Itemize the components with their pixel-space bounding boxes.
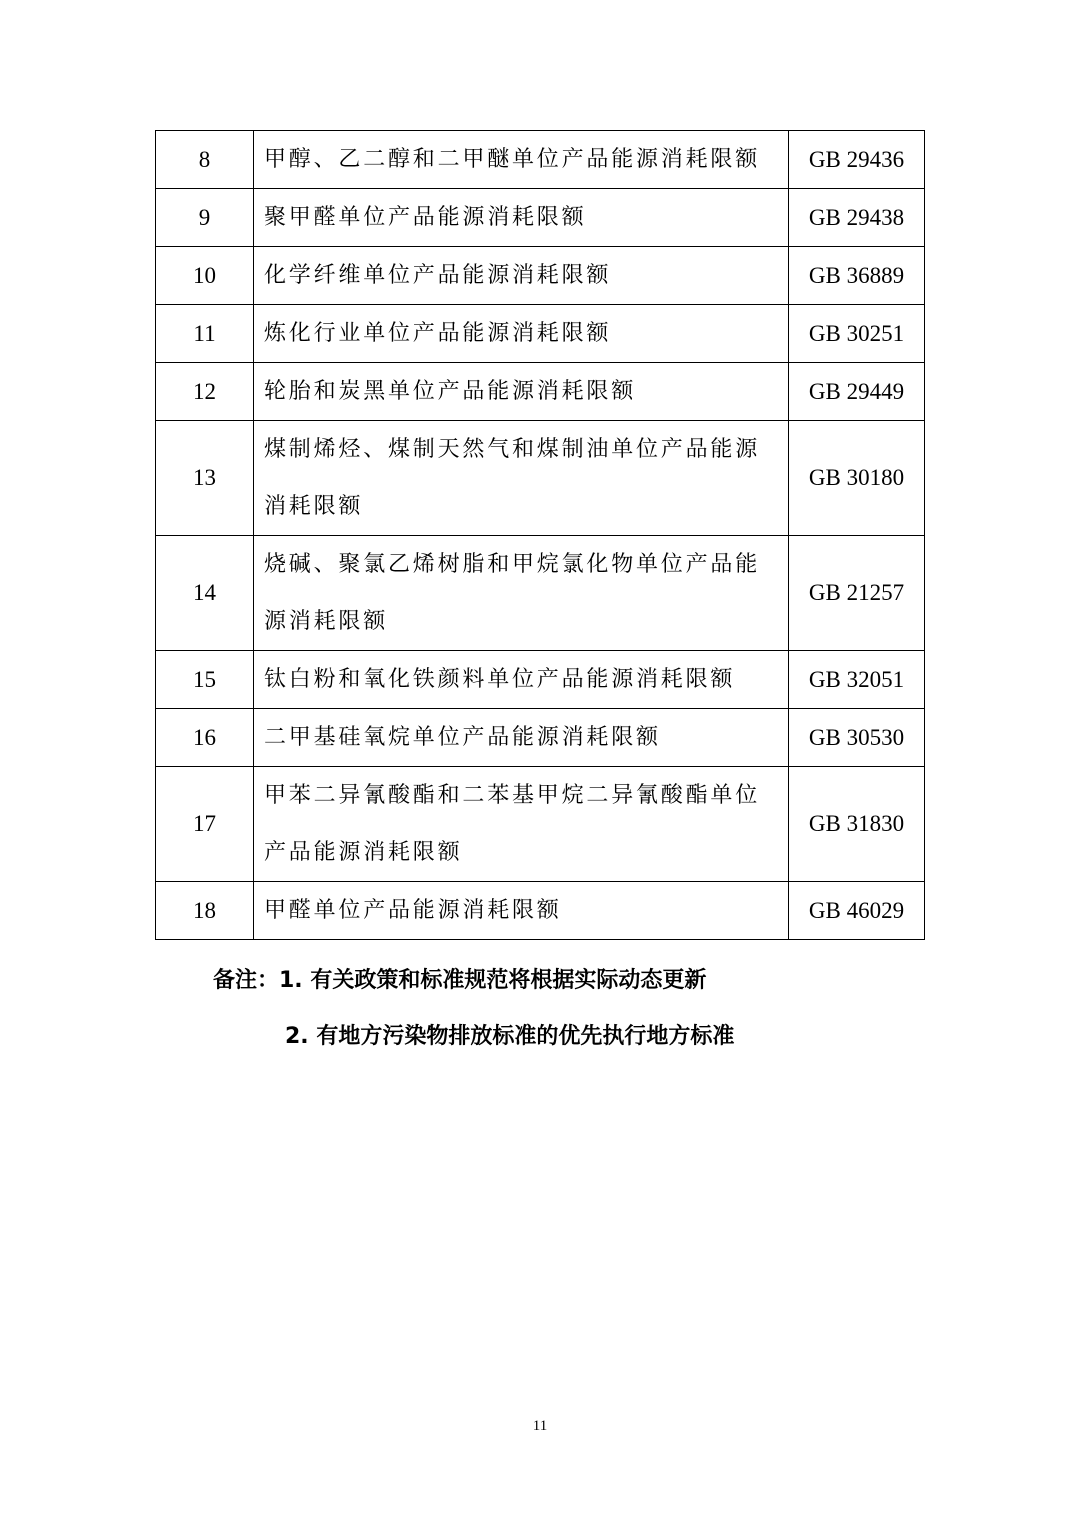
standard-name: 轮胎和炭黑单位产品能源消耗限额 — [254, 363, 789, 421]
row-number: 11 — [156, 305, 254, 363]
remark-line-2: 2. 有地方污染物排放标准的优先执行地方标准 — [285, 1024, 735, 1049]
standard-name: 烧碱、聚氯乙烯树脂和甲烷氯化物单位产品能源消耗限额 — [254, 536, 789, 651]
row-number: 16 — [156, 709, 254, 767]
standard-code: GB 29449 — [789, 363, 925, 421]
standard-code: GB 21257 — [789, 536, 925, 651]
standard-code: GB 29438 — [789, 189, 925, 247]
standard-name: 聚甲醛单位产品能源消耗限额 — [254, 189, 789, 247]
row-number: 8 — [156, 131, 254, 189]
table-row — [156, 709, 925, 767]
standard-name: 化学纤维单位产品能源消耗限额 — [254, 247, 789, 305]
row-number: 9 — [156, 189, 254, 247]
standard-name: 钛白粉和氧化铁颜料单位产品能源消耗限额 — [254, 651, 789, 709]
standard-code: GB 30530 — [789, 709, 925, 767]
standard-code: GB 29436 — [789, 131, 925, 189]
row-number: 15 — [156, 651, 254, 709]
standard-code: GB 32051 — [789, 651, 925, 709]
standard-name: 甲醇、乙二醇和二甲醚单位产品能源消耗限额 — [254, 131, 789, 189]
row-number: 18 — [156, 882, 254, 940]
page-number: 11 — [532, 1418, 548, 1434]
standard-name: 二甲基硅氧烷单位产品能源消耗限额 — [254, 709, 789, 767]
standard-name: 炼化行业单位产品能源消耗限额 — [254, 305, 789, 363]
table-row — [156, 882, 925, 940]
table-row — [156, 421, 925, 536]
table-row — [156, 363, 925, 421]
table-row — [156, 767, 925, 882]
row-number: 17 — [156, 767, 254, 882]
table-row — [156, 536, 925, 651]
standard-name: 甲苯二异氰酸酯和二苯基甲烷二异氰酸酯单位产品能源消耗限额 — [254, 767, 789, 882]
row-number: 13 — [156, 421, 254, 536]
standard-name: 煤制烯烃、煤制天然气和煤制油单位产品能源消耗限额 — [254, 421, 789, 536]
table-row — [156, 247, 925, 305]
table-row — [156, 651, 925, 709]
standard-name: 甲醛单位产品能源消耗限额 — [254, 882, 789, 940]
standard-code: GB 30251 — [789, 305, 925, 363]
row-number: 14 — [156, 536, 254, 651]
table-row — [156, 305, 925, 363]
row-number: 12 — [156, 363, 254, 421]
standard-code: GB 46029 — [789, 882, 925, 940]
standards-table — [155, 130, 925, 940]
standard-code: GB 36889 — [789, 247, 925, 305]
standard-code: GB 30180 — [789, 421, 925, 536]
row-number: 10 — [156, 247, 254, 305]
remark-line-1: 备注：1. 有关政策和标准规范将根据实际动态更新 — [213, 968, 707, 993]
table-row — [156, 131, 925, 189]
standard-code: GB 31830 — [789, 767, 925, 882]
table-row — [156, 189, 925, 247]
